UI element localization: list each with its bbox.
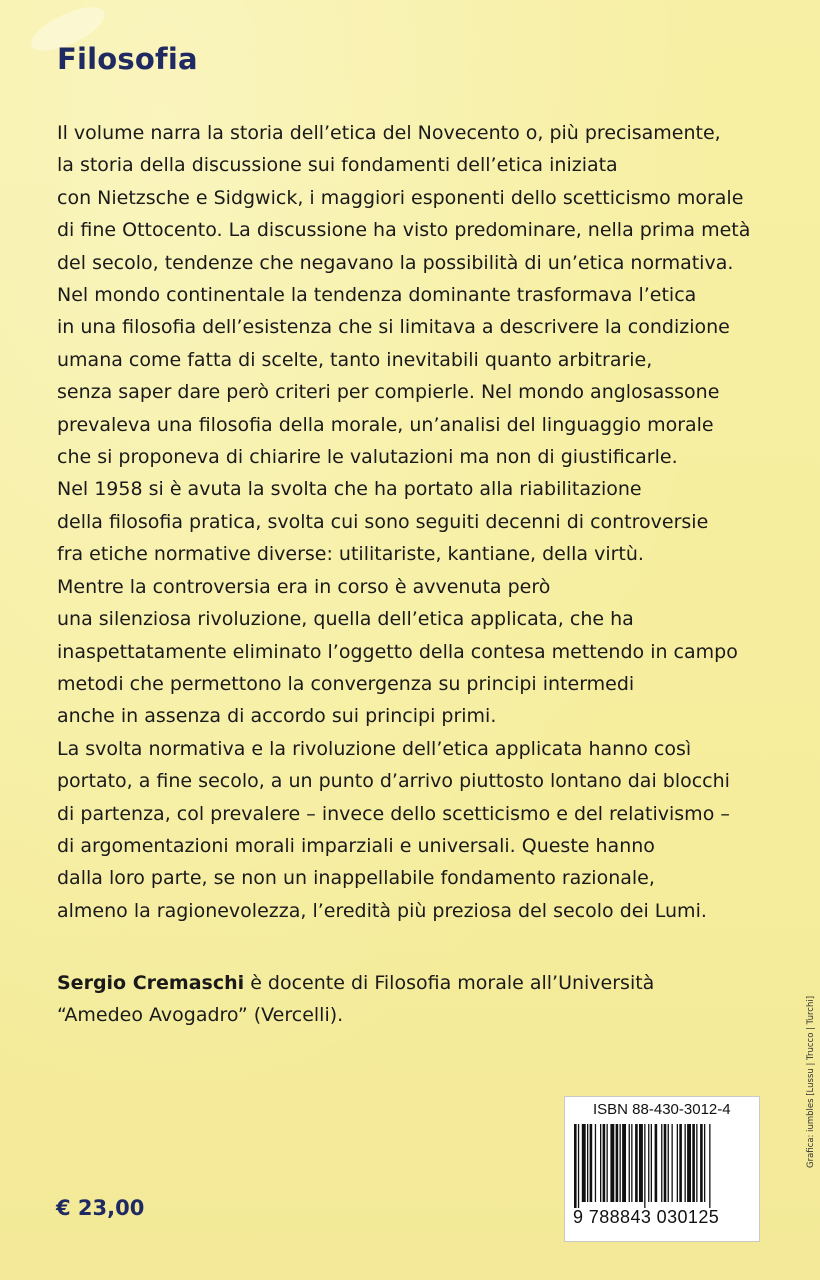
author-bio-line <box>57 967 797 999</box>
isbn-barcode-panel <box>564 1096 760 1242</box>
blurb-line: anche in assenza di accordo sui principi primi. <box>57 705 497 728</box>
author-bio-line: “Amedeo Avogadro” (Vercelli). <box>57 1004 344 1027</box>
blurb-line: senza saper dare però criteri per compierle. Nel mondo anglosassone <box>57 381 720 404</box>
blurb-line: di argomentazioni morali imparziali e universali. Queste hanno <box>57 834 655 857</box>
author-bio-text: è docente di Filosofia morale all’Università <box>244 972 655 994</box>
blurb-line: che si proponeva di chiarire le valutazioni ma non di giustificarle. <box>57 446 678 469</box>
blurb-line: la storia della discussione sui fondamenti dell’etica iniziata <box>57 154 618 177</box>
blurb-line: umana come fatta di scelte, tanto inevitabili quanto arbitrarie, <box>57 348 653 371</box>
blurb-line: Nel mondo continentale la tendenza dominante trasformava l’etica <box>57 284 697 307</box>
blurb-line: della filosofia pratica, svolta cui sono seguiti decenni di controversie <box>57 510 709 533</box>
blurb-line: Il volume narra la storia dell’etica del Novecento o, più precisamente, <box>57 122 721 144</box>
blurb-line: di fine Ottocento. La discussione ha visto predominare, nella prima metà <box>57 219 751 242</box>
blurb-line: prevaleva una filosofia della morale, un’analisi del linguaggio morale <box>57 413 714 436</box>
blurb-line: dalla loro parte, se non un inappellabile fondamento razionale, <box>57 867 655 890</box>
barcode-icon <box>574 1124 750 1208</box>
barcode-digits: 9 788843 030125 <box>573 1207 720 1227</box>
blurb-line: almeno la ragionevolezza, l’eredità più preziosa del secolo dei Lumi. <box>57 899 707 922</box>
series-title: Filosofia <box>57 42 198 76</box>
blurb-line: di partenza, col prevalere – invece dello scetticismo e del relativismo – <box>57 802 730 825</box>
price-label: € 23,00 <box>56 1196 145 1220</box>
design-credit: Grafica: iumbles [Lussu | Trucco | Turchi] <box>806 995 816 1168</box>
blurb-line: portato, a fine secolo, a un punto d’arrivo piuttosto lontano dai blocchi <box>57 770 730 793</box>
author-name: Sergio Cremaschi <box>57 972 245 994</box>
blurb-line: Mentre la controversia era in corso è avvenuta però <box>57 575 551 598</box>
isbn-number: ISBN 88-430-3012-4 <box>593 1101 731 1118</box>
author-bio <box>57 967 797 1032</box>
blurb-line: fra etiche normative diverse: utilitariste, kantiane, della virtù. <box>57 543 644 566</box>
blurb-line: Nel 1958 si è avuta la svolta che ha portato alla riabilitazione <box>57 478 642 501</box>
blurb-line: del secolo, tendenze che negavano la possibilità di un’etica normativa. <box>57 251 734 274</box>
blurb-line: con Nietzsche e Sidgwick, i maggiori esponenti dello scetticismo morale <box>57 186 744 209</box>
blurb-line: una silenziosa rivoluzione, quella dell’etica applicata, che ha <box>57 608 634 631</box>
blurb-line: inaspettatamente eliminato l’oggetto della contesa mettendo in campo <box>57 640 738 663</box>
blurb-line: metodi che permettono la convergenza su principi intermedi <box>57 672 635 695</box>
blurb-text <box>57 117 817 927</box>
blurb-line: La svolta normativa e la rivoluzione dell’etica applicata hanno così <box>57 737 692 760</box>
blurb-line: in una filosofia dell’esistenza che si limitava a descrivere la condizione <box>57 316 730 339</box>
